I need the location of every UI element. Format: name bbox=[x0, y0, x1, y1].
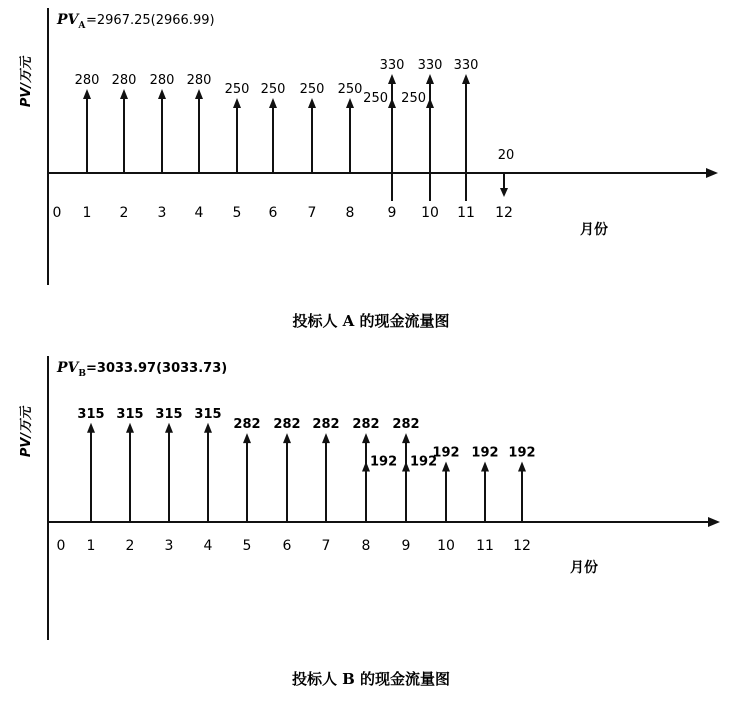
cash-flow-arrow bbox=[454, 58, 479, 173]
month-label: 1 bbox=[82, 205, 92, 221]
cash-flow-label: 330 bbox=[453, 58, 479, 73]
cash-flow-label: 192 bbox=[508, 445, 536, 461]
cash-flow-label: 250 bbox=[363, 91, 388, 106]
cash-flow-arrow bbox=[402, 455, 437, 522]
cash-flow-label: 330 bbox=[417, 58, 443, 73]
y-axis-label-b: PV/万元 bbox=[19, 406, 34, 458]
cash-flow-label: 282 bbox=[392, 417, 420, 433]
month-label: 2 bbox=[125, 538, 135, 554]
cash-flow-arrow bbox=[300, 82, 325, 173]
month-label: 8 bbox=[345, 205, 355, 221]
cash-flow-arrow bbox=[187, 73, 212, 173]
cash-flow-arrow bbox=[508, 446, 535, 522]
month-label: 10 bbox=[421, 205, 439, 221]
month-label: 10 bbox=[437, 538, 455, 554]
month-label: 3 bbox=[157, 205, 167, 221]
x-axis-arrowhead bbox=[706, 168, 718, 178]
month-label: 0 bbox=[52, 205, 62, 221]
cash-flow-label: 192 bbox=[471, 445, 499, 461]
cash-flow-arrow bbox=[380, 58, 405, 173]
cash-flow-arrow bbox=[150, 73, 175, 173]
cash-flow-label: 282 bbox=[312, 417, 340, 433]
y-axis-label-a: PV/万元 bbox=[19, 56, 34, 108]
cash-flow-label: 315 bbox=[116, 406, 144, 422]
cash-flow-label: 250 bbox=[401, 91, 426, 106]
cash-flow-arrow bbox=[362, 455, 397, 522]
month-label: 11 bbox=[457, 205, 475, 221]
cash-flow-arrow bbox=[112, 73, 137, 173]
diagram-a bbox=[19, 8, 718, 330]
pv-a-label: $PV_A$ bbox=[57, 12, 86, 31]
cash-flow-arrow bbox=[155, 407, 182, 522]
cash-flow-label: 280 bbox=[74, 73, 100, 88]
month-label: 3 bbox=[164, 538, 174, 554]
cash-flow-arrow bbox=[471, 446, 498, 522]
month-label: 8 bbox=[361, 538, 371, 554]
cash-flow-arrow bbox=[432, 446, 459, 522]
cash-flow-arrow bbox=[77, 407, 104, 522]
cash-flow-label: 280 bbox=[186, 73, 212, 88]
cash-flow-label: 192 bbox=[432, 445, 460, 461]
cash-flow-label: 280 bbox=[149, 73, 175, 88]
month-label: 4 bbox=[203, 538, 213, 554]
cash-flow-arrow bbox=[75, 73, 100, 173]
month-label: 4 bbox=[194, 205, 204, 221]
cash-flow-label: 192 bbox=[410, 454, 438, 470]
caption-b: 投标人 B 的现金流量图 bbox=[291, 670, 451, 688]
month-label: 6 bbox=[282, 538, 292, 554]
month-label: 5 bbox=[232, 205, 242, 221]
cash-flow-label: 315 bbox=[77, 406, 105, 422]
month-label: 7 bbox=[321, 538, 331, 554]
cash-flow-label: 315 bbox=[155, 406, 183, 422]
cash-flow-label: 282 bbox=[352, 417, 380, 433]
month-label: 2 bbox=[119, 205, 129, 221]
cash-flow-arrow bbox=[233, 417, 260, 522]
cash-flow-arrow bbox=[261, 82, 286, 173]
cash-flow-arrow bbox=[225, 82, 250, 173]
cash-flow-label: 315 bbox=[194, 406, 222, 422]
x-axis-ticks-a bbox=[48, 8, 718, 285]
cash-flow-label: 20 bbox=[497, 148, 515, 163]
cash-flows-b bbox=[77, 407, 535, 522]
cash-flow-arrow bbox=[312, 417, 339, 522]
cash-flow-label: 192 bbox=[370, 454, 398, 470]
cash-flow-arrow bbox=[273, 417, 300, 522]
cash-flow-label: 330 bbox=[379, 58, 405, 73]
cash-flow-label: 282 bbox=[273, 417, 301, 433]
pv-b-label: $PV_B$ bbox=[57, 360, 86, 379]
month-label: 7 bbox=[307, 205, 317, 221]
month-label: 12 bbox=[513, 538, 531, 554]
month-label: 9 bbox=[387, 205, 397, 221]
pv-b-value: =3033.97(3033.73) bbox=[86, 361, 228, 376]
cash-flow-label: 282 bbox=[233, 417, 261, 433]
month-label: 0 bbox=[56, 538, 66, 554]
month-label: 1 bbox=[86, 538, 96, 554]
caption-a: 投标人 A 的现金流量图 bbox=[292, 312, 450, 330]
cash-flow-arrow bbox=[418, 58, 443, 173]
cash-flow-arrow bbox=[116, 407, 143, 522]
cash-flow-arrow bbox=[338, 82, 363, 173]
cash-flow-label: 250 bbox=[299, 82, 325, 97]
month-label: 6 bbox=[268, 205, 278, 221]
pv-a-value: =2967.25(2966.99) bbox=[86, 13, 215, 28]
x-axis-label-a: 月份 bbox=[580, 222, 608, 238]
month-label: 12 bbox=[495, 205, 513, 221]
x-axis-label-b: 月份 bbox=[570, 560, 598, 576]
diagram-b bbox=[19, 356, 720, 688]
month-label: 5 bbox=[242, 538, 252, 554]
cash-flows-a bbox=[75, 58, 515, 201]
month-label: 11 bbox=[476, 538, 494, 554]
cash-flow-label: 250 bbox=[224, 82, 250, 97]
x-axis-ticks-b bbox=[48, 356, 720, 640]
cash-flow-label: 250 bbox=[337, 82, 363, 97]
cash-flow-label: 250 bbox=[260, 82, 286, 97]
cash-flow-arrow bbox=[194, 407, 221, 522]
x-axis-arrowhead bbox=[708, 517, 720, 527]
month-label: 9 bbox=[401, 538, 411, 554]
cash-flow-label: 280 bbox=[111, 73, 137, 88]
